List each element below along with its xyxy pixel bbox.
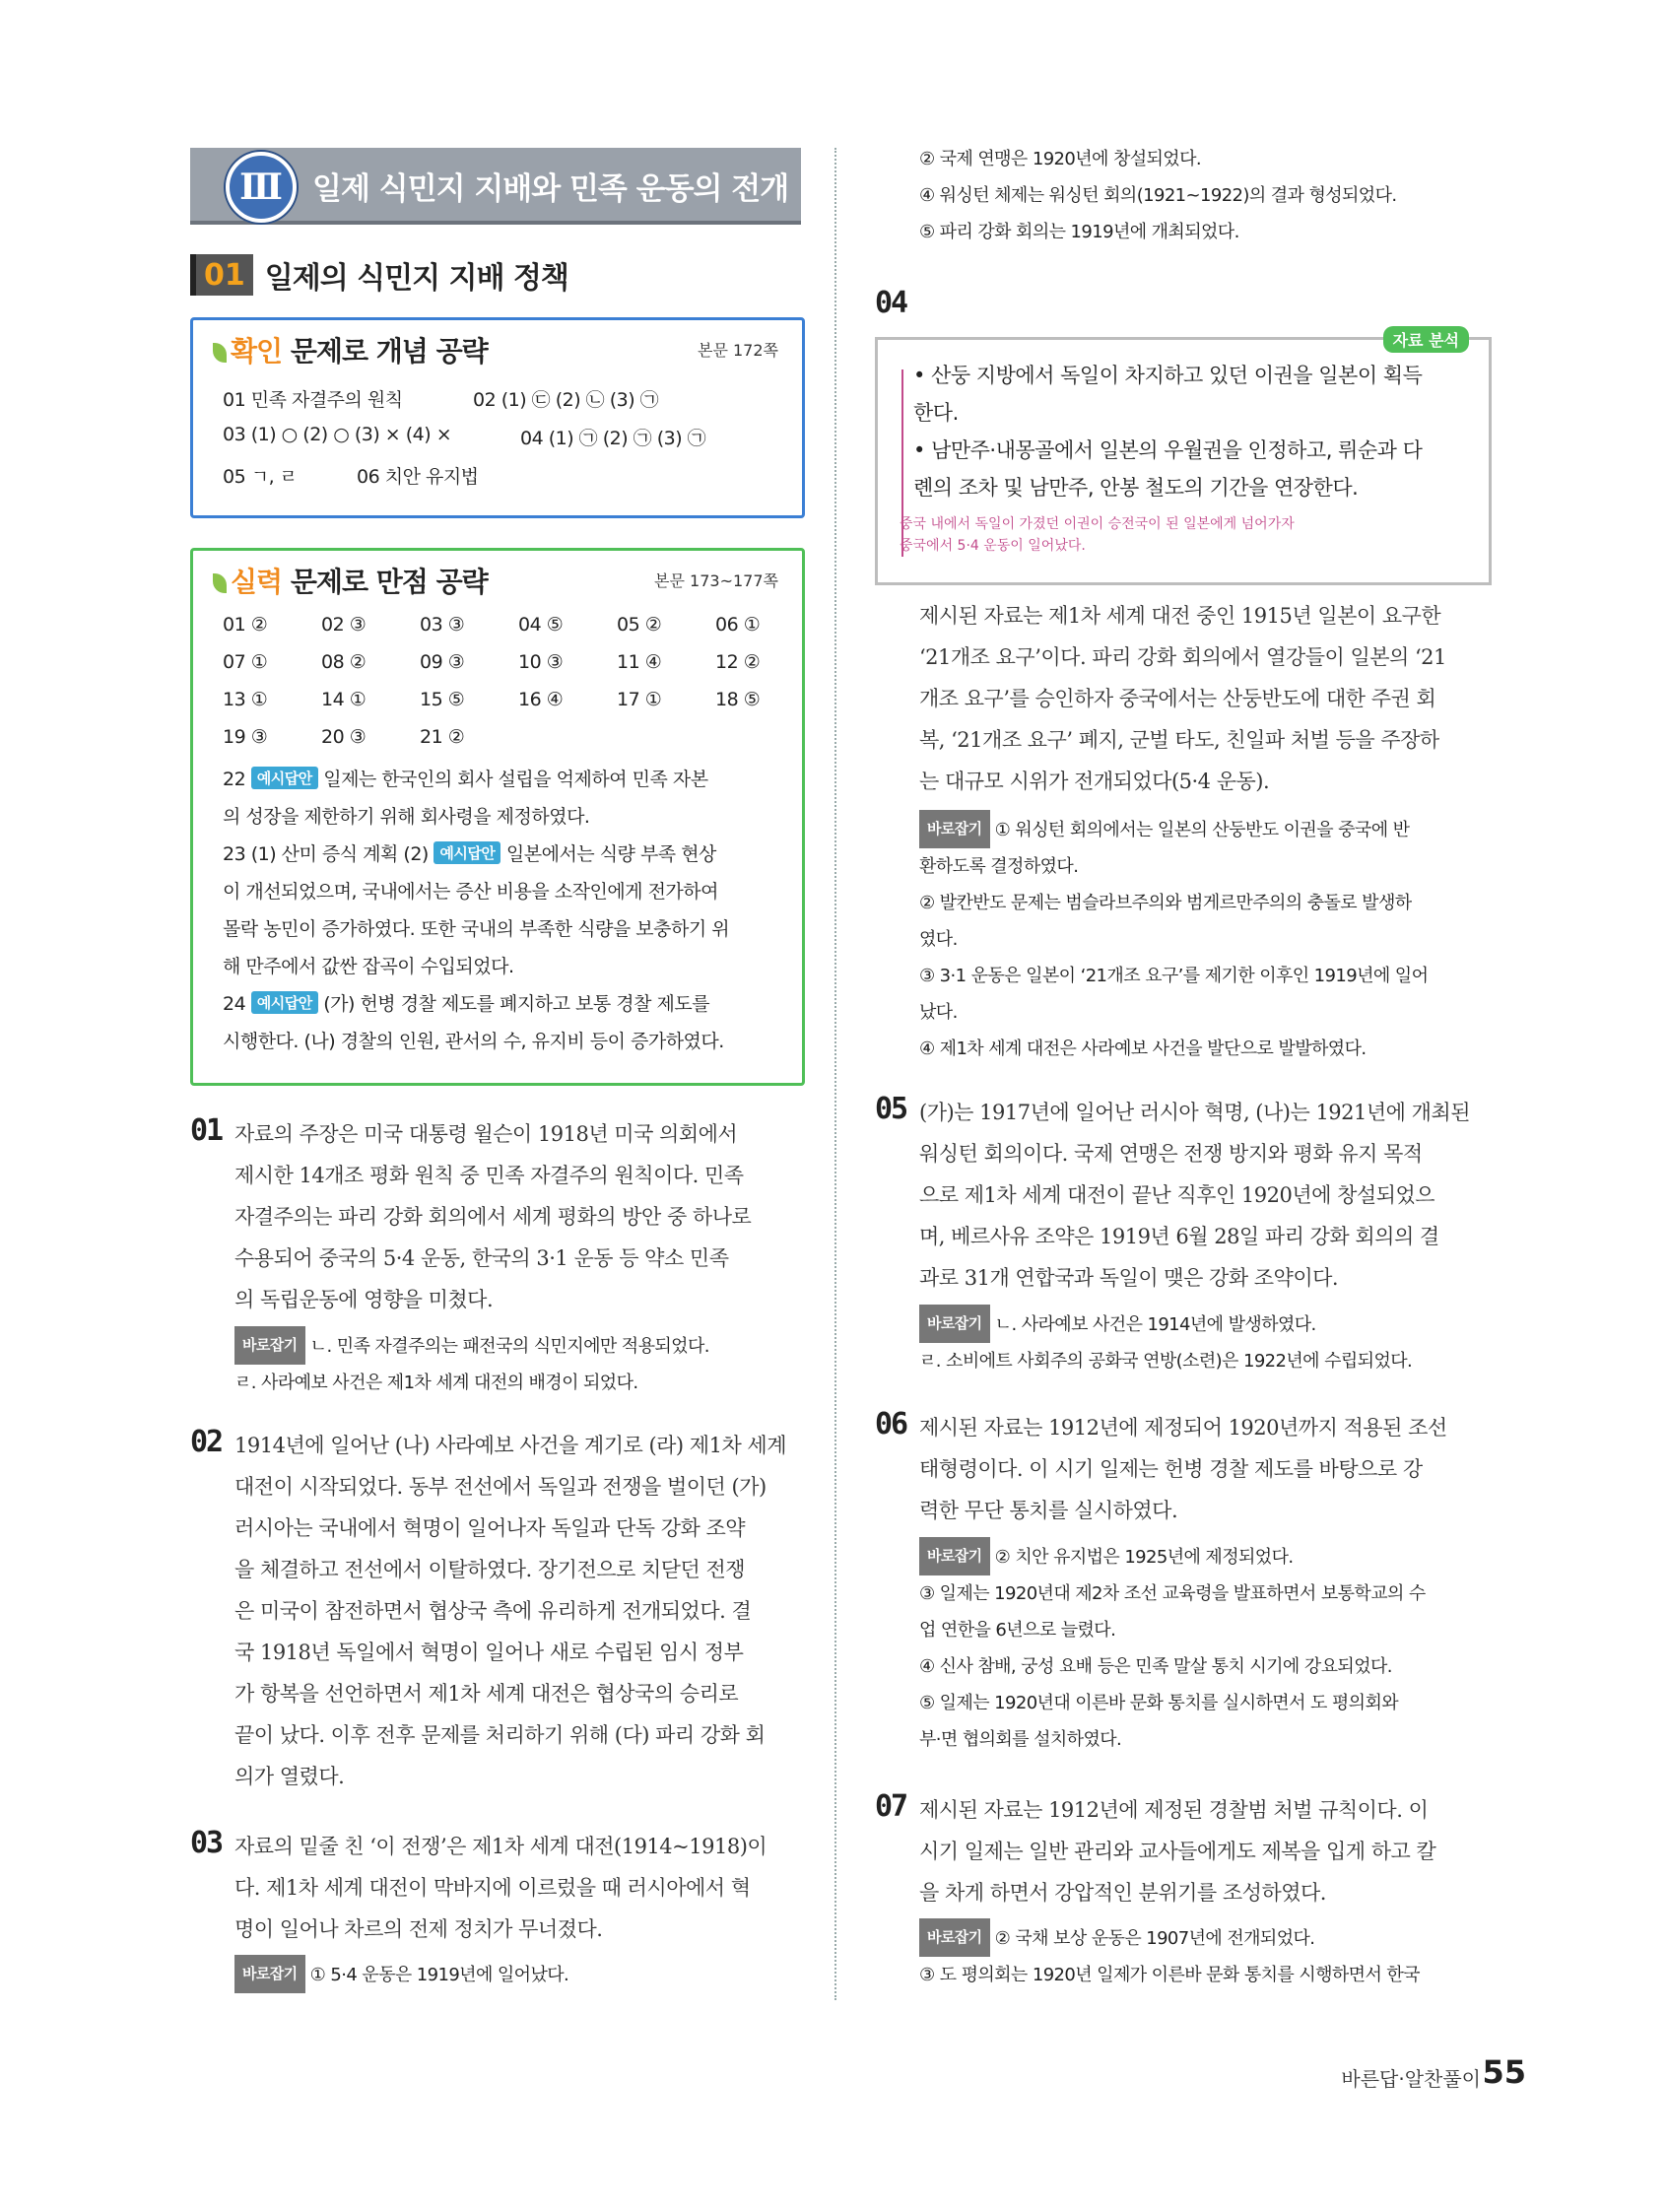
- question-number: 06: [875, 1407, 907, 1441]
- answer: 12 ②: [715, 651, 761, 673]
- correction-tag: 바로잡기: [919, 1918, 990, 1957]
- answer-23-cont: 이 개선되었으며, 국내에서는 증산 비용을 소작인에게 전가하여: [223, 881, 718, 903]
- footer-label: 바른답·알찬풀이: [1341, 2067, 1481, 2091]
- section-title: 일제의 식민지 지배 정책: [264, 261, 568, 296]
- answer: 09 ③: [420, 651, 465, 673]
- example-answer-tag: 예시답안: [251, 767, 318, 789]
- source-line: 한다.: [913, 401, 959, 425]
- q04-explanation: 제시된 자료는 제1차 세계 대전 중인 1915년 일본이 요구한 ‘21개조 요구’이다. 파리 강화 회의에서 열강들이 일본의 ‘21 개조 요구’를 승인하자 중국에서는 산둥반도에 대한 주권 회 복, ‘21개조 요구’ 폐지, 군벌 타도, 친일파 처벌 등을 주장하 는 대규모 시위가 전개되었다(5·4 운동).: [919, 604, 1446, 793]
- page-ref: 본문 172쪽: [698, 341, 778, 360]
- skill-heading: [213, 561, 488, 600]
- answer: 03 ③: [420, 614, 465, 636]
- unit-badge: Ⅲ: [226, 152, 297, 223]
- source-line: • 산둥 지방에서 독일이 차지하고 있던 이권을 일본이 획득: [913, 364, 1423, 387]
- example-answer-tag: 예시답안: [251, 991, 318, 1014]
- section-number: 01: [190, 254, 253, 296]
- q05-correction: 바로잡기 ㄴ. 사라예보 사건은 1914년에 발생하였다. ㄹ. 소비에트 사회주의 공화국 연방(소련)은 1922년에 수립되었다.: [919, 1305, 1412, 1379]
- page-ref: 본문 173~177쪽: [654, 571, 778, 590]
- q02-explanation: 1914년에 일어난 (나) 사라예보 사건을 계기로 (라) 제1차 세계 대전이 시작되었다. 동부 전선에서 독일과 전쟁을 벌이던 (가) 러시아는 국내에서 혁명이 일어나자 독일과 단독 강화 조약 을 체결하고 전선에서 이탈하였다. 장기전으로 치닫던 전쟁 은 미국이 참전하면서 협상국 측에 유리하게 전개되었다. 결 국 1918년 독일에서 혁명이 일어나 새로 수립된 임시 정부 가 항복을 선언하면서 제1차 세계 대전은 협상국의 승리로 끝이 났다. 이후 전후 문제를 처리하기 위해 (다) 파리 강화 회 의가 열렸다.: [234, 1434, 786, 1788]
- answer: 04 ⑤: [518, 614, 564, 636]
- q06-explanation: 제시된 자료는 1912년에 제정되어 1920년까지 적용된 조선 태형령이다. 이 시기 일제는 헌병 경찰 제도를 바탕으로 강 력한 무단 통치를 실시하였다.: [919, 1416, 1447, 1522]
- answer: 07 ①: [223, 651, 268, 673]
- answer-23-cont: 해 만주에서 값싼 잡곡이 수입되었다.: [223, 956, 514, 977]
- answer-22-cont: 의 성장을 제한하기 위해 회사령을 제정하였다.: [223, 806, 590, 828]
- answer: 10 ③: [518, 651, 564, 673]
- answer: 01 ②: [223, 614, 268, 636]
- answer-24: 24 예시답안 (가) 헌병 경찰 제도를 폐지하고 보통 경찰 제도를: [223, 993, 710, 1015]
- handwritten-note: 중국에서 5·4 운동이 일어났다.: [900, 538, 1086, 554]
- answer: 05 ②: [617, 614, 662, 636]
- answer: 17 ①: [617, 689, 662, 710]
- q05-explanation: (가)는 1917년에 일어난 러시아 혁명, (나)는 1921년에 개최된 워싱턴 회의이다. 국제 연맹은 전쟁 방지와 평화 유지 목적 으로 제1차 세계 대전이 끝난 직후인 1920년에 창설되었으 며, 베르사유 조약은 1919년 6월 28일 파리 강화 회의의 결 과로 31개 연합국과 독일이 맺은 강화 조약이다.: [919, 1101, 1470, 1290]
- source-line: • 남만주·내몽골에서 일본의 우월권을 인정하고, 뤼순과 다: [913, 438, 1423, 462]
- leaf-icon: [213, 343, 227, 363]
- handwritten-note: 중국 내에서 독일이 가졌던 이권이 승전국이 된 일본에게 넘어가자: [900, 516, 1295, 532]
- heading-rest: 문제로 개념 공략: [282, 335, 488, 368]
- answer-23: 23 (1) 산미 증식 계획 (2) 예시답안 일본에서는 식량 부족 현상: [223, 843, 716, 865]
- column-divider: [834, 148, 836, 2000]
- unit-banner: [190, 148, 801, 225]
- correction-tag: 바로잡기: [234, 1326, 305, 1365]
- answer: 13 ①: [223, 689, 268, 710]
- leaf-icon: [213, 573, 227, 593]
- answer: 19 ③: [223, 726, 268, 748]
- answer: 15 ⑤: [420, 689, 465, 710]
- skill-box: [190, 548, 805, 1086]
- source-analysis-box: [875, 331, 1492, 585]
- q03-explanation: 자료의 밑줄 친 ‘이 전쟁’은 제1차 세계 대전(1914~1918)이 다. 제1차 세계 대전이 막바지에 이르렀을 때 러시아에서 혁 명이 일어나 차르의 전제 정치가 무너졌다.: [234, 1835, 767, 1941]
- heading-rest: 문제로 만점 공략: [282, 566, 488, 598]
- answer: 06 ①: [715, 614, 761, 636]
- answer-line: 02 (1) ㉢ (2) ㉡ (3) ㉠: [473, 389, 659, 411]
- heading-keyword: 확인: [231, 335, 283, 368]
- heading-keyword: 실력: [231, 566, 283, 598]
- answer: 16 ④: [518, 689, 564, 710]
- question-number: 04: [875, 286, 907, 320]
- q07-correction: 바로잡기 ② 국채 보상 운동은 1907년에 전개되었다. ③ 도 평의회는 1920년 일제가 이른바 문화 통치를 시행하면서 한국: [919, 1918, 1420, 1993]
- q03-correction: 바로잡기 ① 5·4 운동은 1919년에 일어났다.: [234, 1955, 568, 1993]
- example-answer-tag: 예시답안: [434, 841, 500, 864]
- q07-explanation: 제시된 자료는 1912년에 제정된 경찰범 처벌 규칙이다. 이 시기 일제는 일반 관리와 교사들에게도 제복을 입게 하고 칼 을 차게 하면서 강압적인 분위기를 조성하였다.: [919, 1798, 1436, 1905]
- concept-check-box: [190, 317, 805, 518]
- answer: 18 ⑤: [715, 689, 761, 710]
- q01-correction: 바로잡기 ㄴ. 민족 자결주의는 패전국의 식민지에만 적용되었다. ㄹ. 사라예보 사건은 제1차 세계 대전의 배경이 되었다.: [234, 1326, 709, 1401]
- concept-check-heading: [213, 330, 488, 369]
- answer-23-cont: 몰락 농민이 증가하였다. 또한 국내의 부족한 식량을 보충하기 위: [223, 918, 730, 940]
- answer-22: 22 예시답안 일제는 한국인의 회사 설립을 억제하여 민족 자본: [223, 769, 708, 790]
- answer: 20 ③: [321, 726, 367, 748]
- page-number: 55: [1482, 2053, 1526, 2091]
- question-number: 01: [190, 1113, 223, 1148]
- q01-explanation: 자료의 주장은 미국 대통령 윌슨이 1918년 미국 의회에서 제시한 14개조 평화 원칙 중 민족 자결주의 원칙이다. 민족 자결주의는 파리 강화 회의에서 세계 평화의 방안 중 하나로 수용되어 중국의 5·4 운동, 한국의 3·1 운동 등 약소 민족 의 독립운동에 영향을 미쳤다.: [234, 1122, 752, 1311]
- q04-correction: 바로잡기 ① 워싱턴 회의에서는 일본의 산둥반도 이권을 중국에 반 환하도록 결정하였다. ② 발칸반도 문제는 범슬라브주의와 범게르만주의의 충돌로 발생하 였다. ③ 3·1 운동은 일본이 ‘21개조 요구’를 제기한 이후인 1919년에 일어 났다. ④ 제1차 세계 대전은 사라예보 사건을 발단으로 발발하였다.: [919, 810, 1428, 1067]
- correction-tag: 바로잡기: [234, 1955, 305, 1993]
- question-number: 03: [190, 1826, 223, 1860]
- answer-line: 04 (1) ㉠ (2) ㉠ (3) ㉠: [520, 428, 706, 449]
- section-heading: [190, 254, 568, 296]
- answer-line: 01 민족 자결주의 원칙: [223, 389, 403, 411]
- correction-tag: 바로잡기: [919, 810, 990, 848]
- answer-24-cont: 시행한다. (나) 경찰의 인원, 관서의 수, 유지비 등이 증가하였다.: [223, 1031, 724, 1052]
- correction-tag: 바로잡기: [919, 1537, 990, 1575]
- source-analysis-label: 자료 분석: [1383, 326, 1469, 353]
- answer: 08 ②: [321, 651, 367, 673]
- q03-correction-cont: ② 국제 연맹은 1920년에 창설되었다. ④ 워싱턴 체제는 워싱턴 회의(1921~1922)의 결과 형성되었다. ⑤ 파리 강화 회의는 1919년에 개최되었다.: [919, 149, 1397, 242]
- answer-line: 03 (1) ○ (2) ○ (3) × (4) ×: [223, 424, 452, 445]
- question-number: 02: [190, 1425, 223, 1459]
- answer: 11 ④: [617, 651, 662, 673]
- question-number: 07: [875, 1789, 907, 1824]
- q06-correction: 바로잡기 ② 치안 유지법은 1925년에 제정되었다. ③ 일제는 1920년대 제2차 조선 교육령을 발표하면서 보통학교의 수 업 연한을 6년으로 늘렸다. ④ 신사 참배, 궁성 요배 등은 민족 말살 통치 시기에 강요되었다. ⑤ 일제는 1920년대 이른바 문화 통치를 실시하면서 도 평의회와 부·면 협의회를 설치하였다.: [919, 1537, 1426, 1758]
- answer: 02 ③: [321, 614, 367, 636]
- answer: 14 ①: [321, 689, 367, 710]
- source-line: 롄의 조차 및 남만주, 안봉 철도의 기간을 연장한다.: [913, 476, 1359, 500]
- answer-line: 05 ㄱ, ㄹ: [223, 466, 298, 488]
- question-number: 05: [875, 1092, 907, 1126]
- correction-tag: 바로잡기: [919, 1305, 990, 1343]
- unit-title: 일제 식민지 지배와 민족 운동의 전개: [312, 171, 789, 207]
- answer-line: 06 치안 유지법: [357, 466, 479, 488]
- answer: 21 ②: [420, 726, 465, 748]
